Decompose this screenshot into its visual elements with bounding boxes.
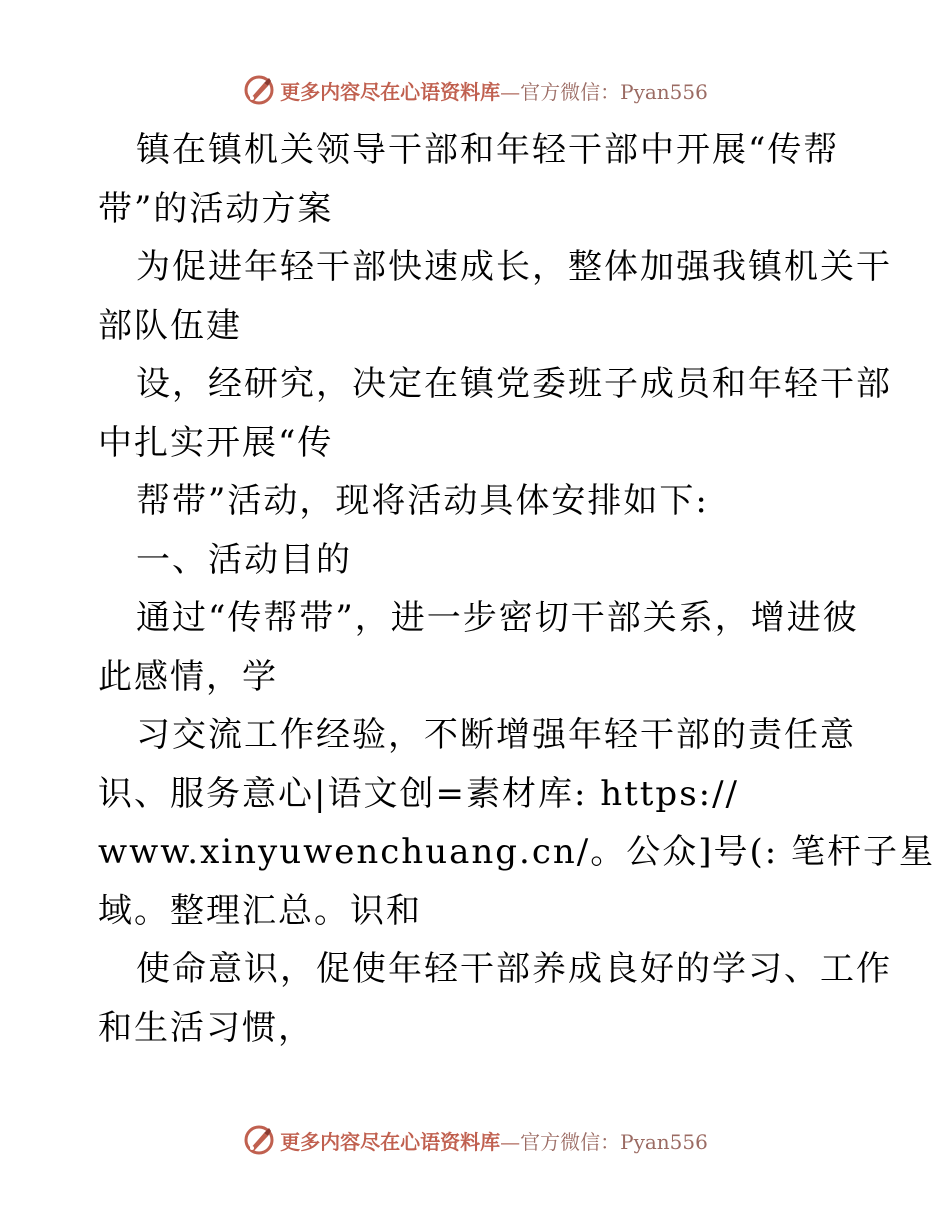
doc-line: 部队伍建 xyxy=(98,305,242,346)
banner-site-text: 更多内容尽在心语资料库 xyxy=(280,1129,501,1154)
doc-line: 带”的活动方案 xyxy=(98,188,334,229)
doc-line: 此感情，学 xyxy=(98,656,278,697)
header-banner xyxy=(0,70,950,110)
banner-wechat-text: 官方微信：Pyan556 xyxy=(520,1129,708,1154)
banner-text xyxy=(280,76,708,105)
doc-line: 镇在镇机关领导干部和年轻干部中开展“传帮 xyxy=(136,130,840,170)
banner-wechat-text: 官方微信：Pyan556 xyxy=(520,79,708,104)
footer-banner xyxy=(0,1120,950,1160)
doc-line: 帮带”活动，现将活动具体安排如下: xyxy=(136,481,709,521)
document-body xyxy=(98,121,936,1057)
pen-logo-icon xyxy=(242,1123,276,1157)
doc-line: 域。整理汇总。识和 xyxy=(98,890,422,931)
banner-dash: — xyxy=(500,79,521,104)
doc-line: 设，经研究，决定在镇党委班子成员和年轻干部 xyxy=(136,364,892,404)
doc-line: 中扎实开展“传 xyxy=(98,422,334,463)
banner-site-text: 更多内容尽在心语资料库 xyxy=(280,79,501,104)
banner-dash: — xyxy=(500,1129,521,1154)
doc-line: www.xinyuwenchuang.cn/。公众]号(: 笔杆子星 xyxy=(98,832,936,872)
doc-line: 习交流工作经验，不断增强年轻干部的责任意 xyxy=(136,715,856,755)
doc-line: 一、活动目的 xyxy=(136,539,352,580)
doc-line: 和生活习惯， xyxy=(98,1007,314,1048)
doc-line: 使命意识，促使年轻干部养成良好的学习、工作 xyxy=(136,949,892,989)
doc-line: 为促进年轻干部快速成长，整体加强我镇机关干 xyxy=(136,247,892,287)
doc-line: 识、服务意心|语文创=素材库: https:// xyxy=(98,773,740,814)
doc-line: 通过“传帮带”，进一步密切干部关系，增进彼 xyxy=(136,598,859,638)
pen-logo-icon xyxy=(242,73,276,107)
banner-text xyxy=(280,1126,708,1155)
